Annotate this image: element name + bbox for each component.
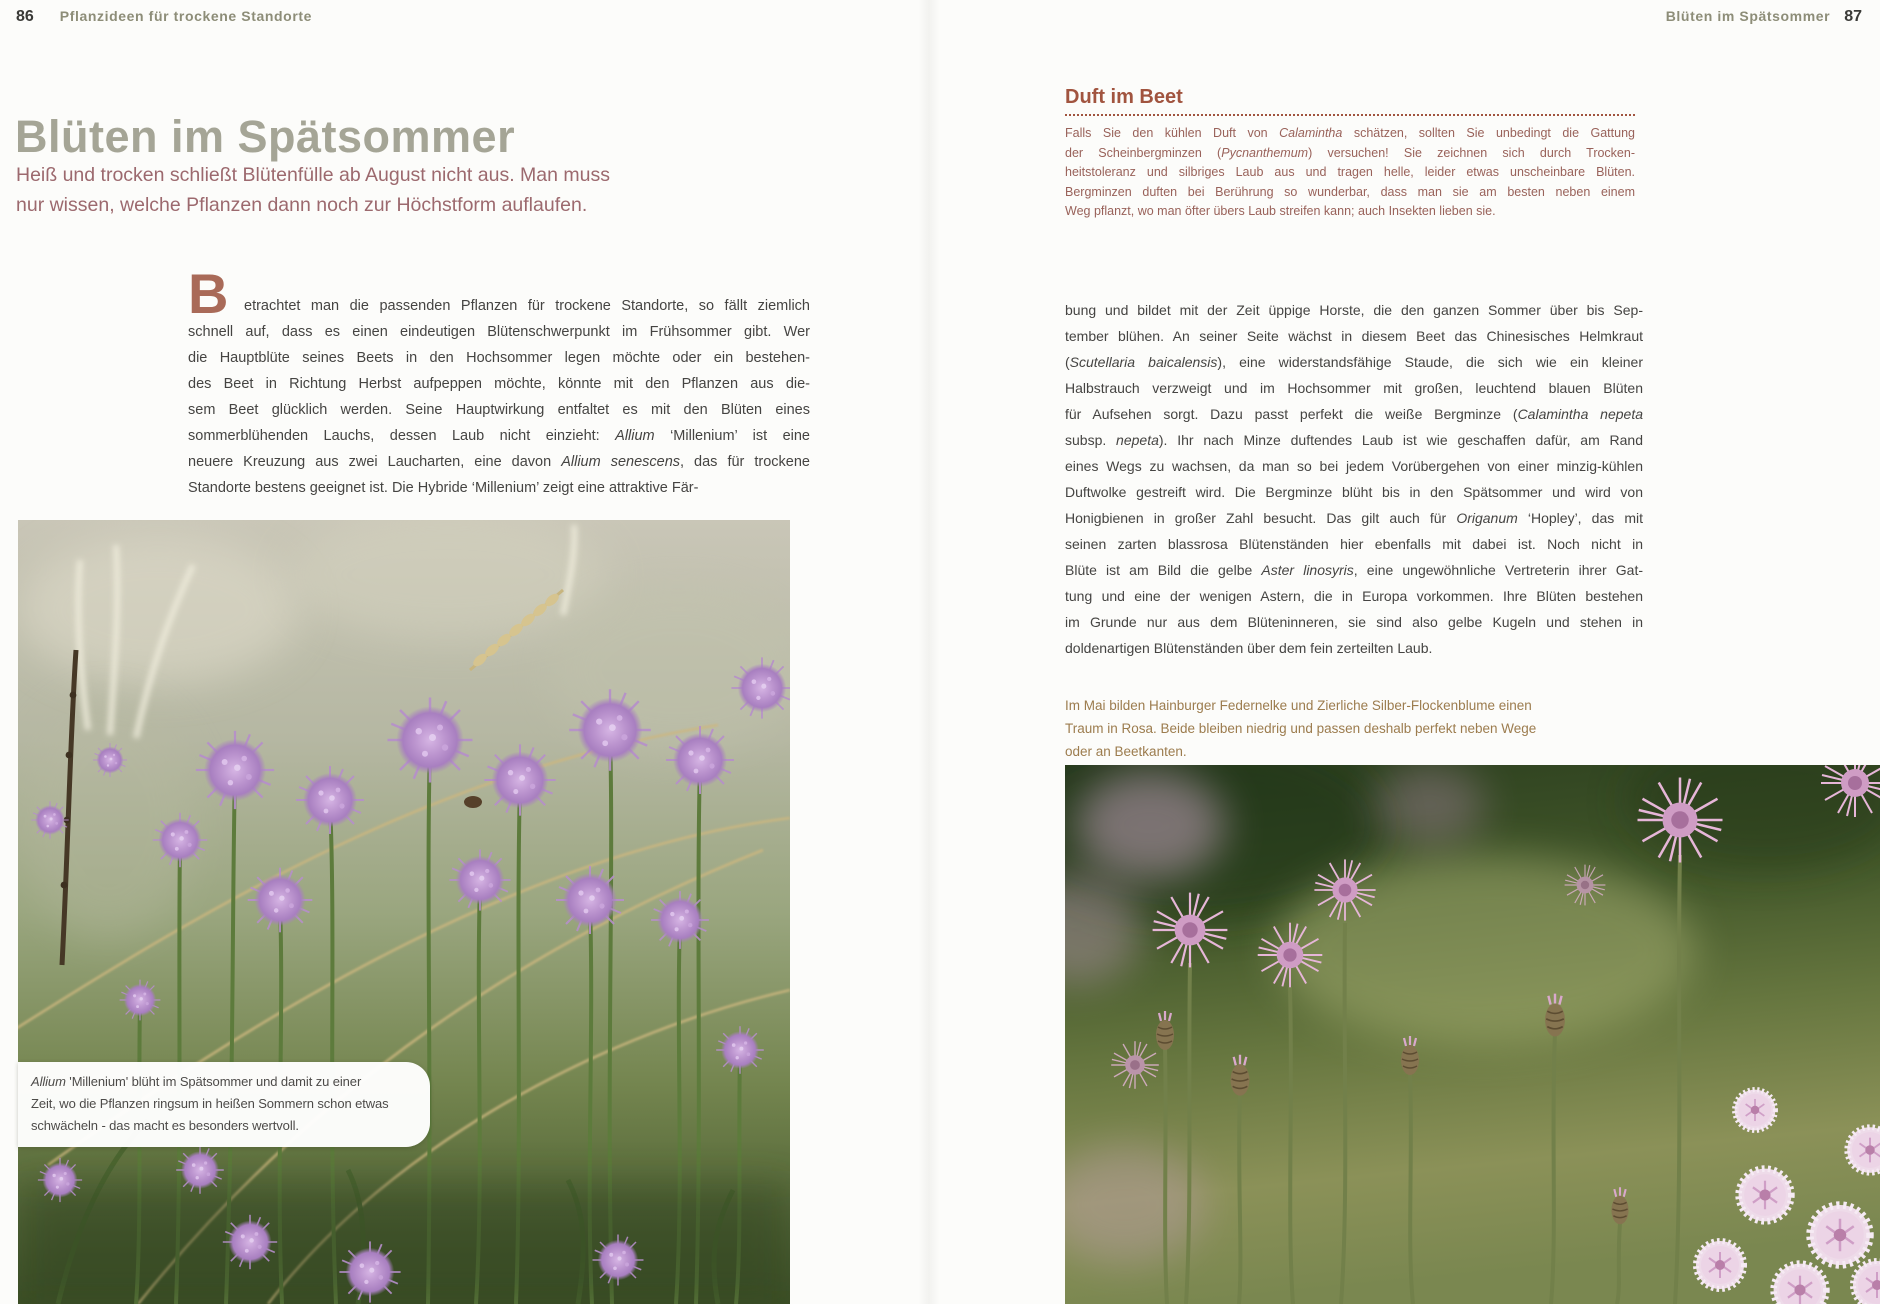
infobox-duft-im-beet (1065, 86, 1635, 222)
page-number-left: 86 (16, 8, 34, 25)
drop-cap: B (188, 262, 229, 325)
chapter-subtitle: Heiß und trocken schließt Blütenfülle ab August nicht aus. Man muss nur wissen, welche Pflanzen dann noch zur Höchstform auflaufen. (16, 164, 610, 216)
running-head-title-right: Blüten im Spätsommer (1665, 8, 1831, 24)
body-text-left: etrachtet man die passenden Pflanzen für trockene Standorte, so fällt ziemlich schnell auf, dass es einen eindeutigen Blütenschwerpunkt im Frühsommer gibt. Wer die Hauptblüte seines Beets in den Hochsommer legen möchte oder ein bestehen- des Beet in Richtung Herbst aufpeppen möchte, könnte mit den Pflanzen aus die- sem Beet glücklich werden. Seine Hauptwirkung entfaltet es mit den Blüten eines sommerblühenden Lauchs, dessen Laub nicht einzieht: Allium ‘Millenium’ ist eine neuere Kreuzung aus zwei Laucharten, eine davon Allium senescens, das für trockene Standorte bestens geeignet ist. Die Hybride ‘Millenium’ zeigt eine attraktive Fär- (188, 298, 810, 496)
infobox-title: Duft im Beet (1065, 86, 1183, 108)
page-gutter-seam (918, 0, 940, 1304)
page-number-right: 87 (1844, 8, 1862, 25)
infobox-text: Falls Sie den kühlen Duft von Calamintha schätzen, sollten Sie unbedingt die Gattung der Scheinbergminzen (Pycnanthemum) versuchen! Sie zeichnen sich durch Trocken- heitstoleranz und silbriges Laub aus und tragen helle, leider etwas unscheinbare Blüten. Bergminzen duften bei Berührung so wunderbar, dass man sie am besten neben einem Weg pflanzt, wo man öfter übers Laub streifen kann; auch Insekten lieben sie. (1065, 126, 1636, 218)
photo-caption-right: Im Mai bilden Hainburger Federnelke und Zierliche Silber-Flockenblume einen Traum in Rosa. Beide bleiben niedrig und passen deshalb perfekt neben Wege oder an Beetkanten. (1065, 698, 1537, 759)
pink-flowers-photo (1065, 765, 1880, 1304)
running-head-left (16, 8, 312, 26)
running-head-right (1666, 8, 1862, 26)
body-text-right: bung und bildet mit der Zeit üppige Horste, die den ganzen Sommer über bis Sep- tember blühen. An seiner Seite wächst in diesem Beet das Chinesisches Helmkraut (Scutellaria baicalensis), eine widerstandsfähige Staude, die sich wie ein kleiner Halbstrauch verzweigt und im Hochsommer mit großen, leuchtend blauen Blüten für Aufsehen sorgt. Dazu passt perfekt die weiße Bergminze (Calamintha nepeta subsp. nepeta). Ihr nach Minze duftendes Laub ist wie geschaffen dafür, am Rand eines Wegs zu wachsen, da man so bei jedem Vorübergehen von einer minzig-kühlen Duftwolke gestreift wird. Die Bergminze blüht bis in den Spätsommer und wird von Honigbienen in großer Zahl besucht. Das gilt auch für Origanum ‘Hopley’, das mit seinen zarten blassrosa Blütenständen hier ebenfalls mit dabei ist. Noch nicht in Blüte ist am Bild die gelbe Aster linosyris, eine ungewöhnliche Vertreterin ihrer Gat- tung und eine der wenigen Astern, die in Europa vorkommen. Ihre Blüten bestehen im Grunde nur aus dem Blüteninneren, sie sind also gelbe Kugeln und stehen in doldenartigen Blütenständen über dem fein zerteilten Laub. (1065, 302, 1644, 656)
chapter-title: Blüten im Spätsommer (15, 111, 516, 163)
dotted-rule (1065, 114, 1635, 116)
allium-meadow-photo (18, 520, 790, 1304)
photo-caption-left: Allium 'Millenium' blüht im Spätsommer und damit zu einer Zeit, wo die Pflanzen ringsum in heißen Sommern schon etwas schwächeln - das macht es besonders wertvoll. (18, 1062, 430, 1147)
running-head-title-left: Pflanzideen für trockene Standorte (59, 8, 313, 24)
